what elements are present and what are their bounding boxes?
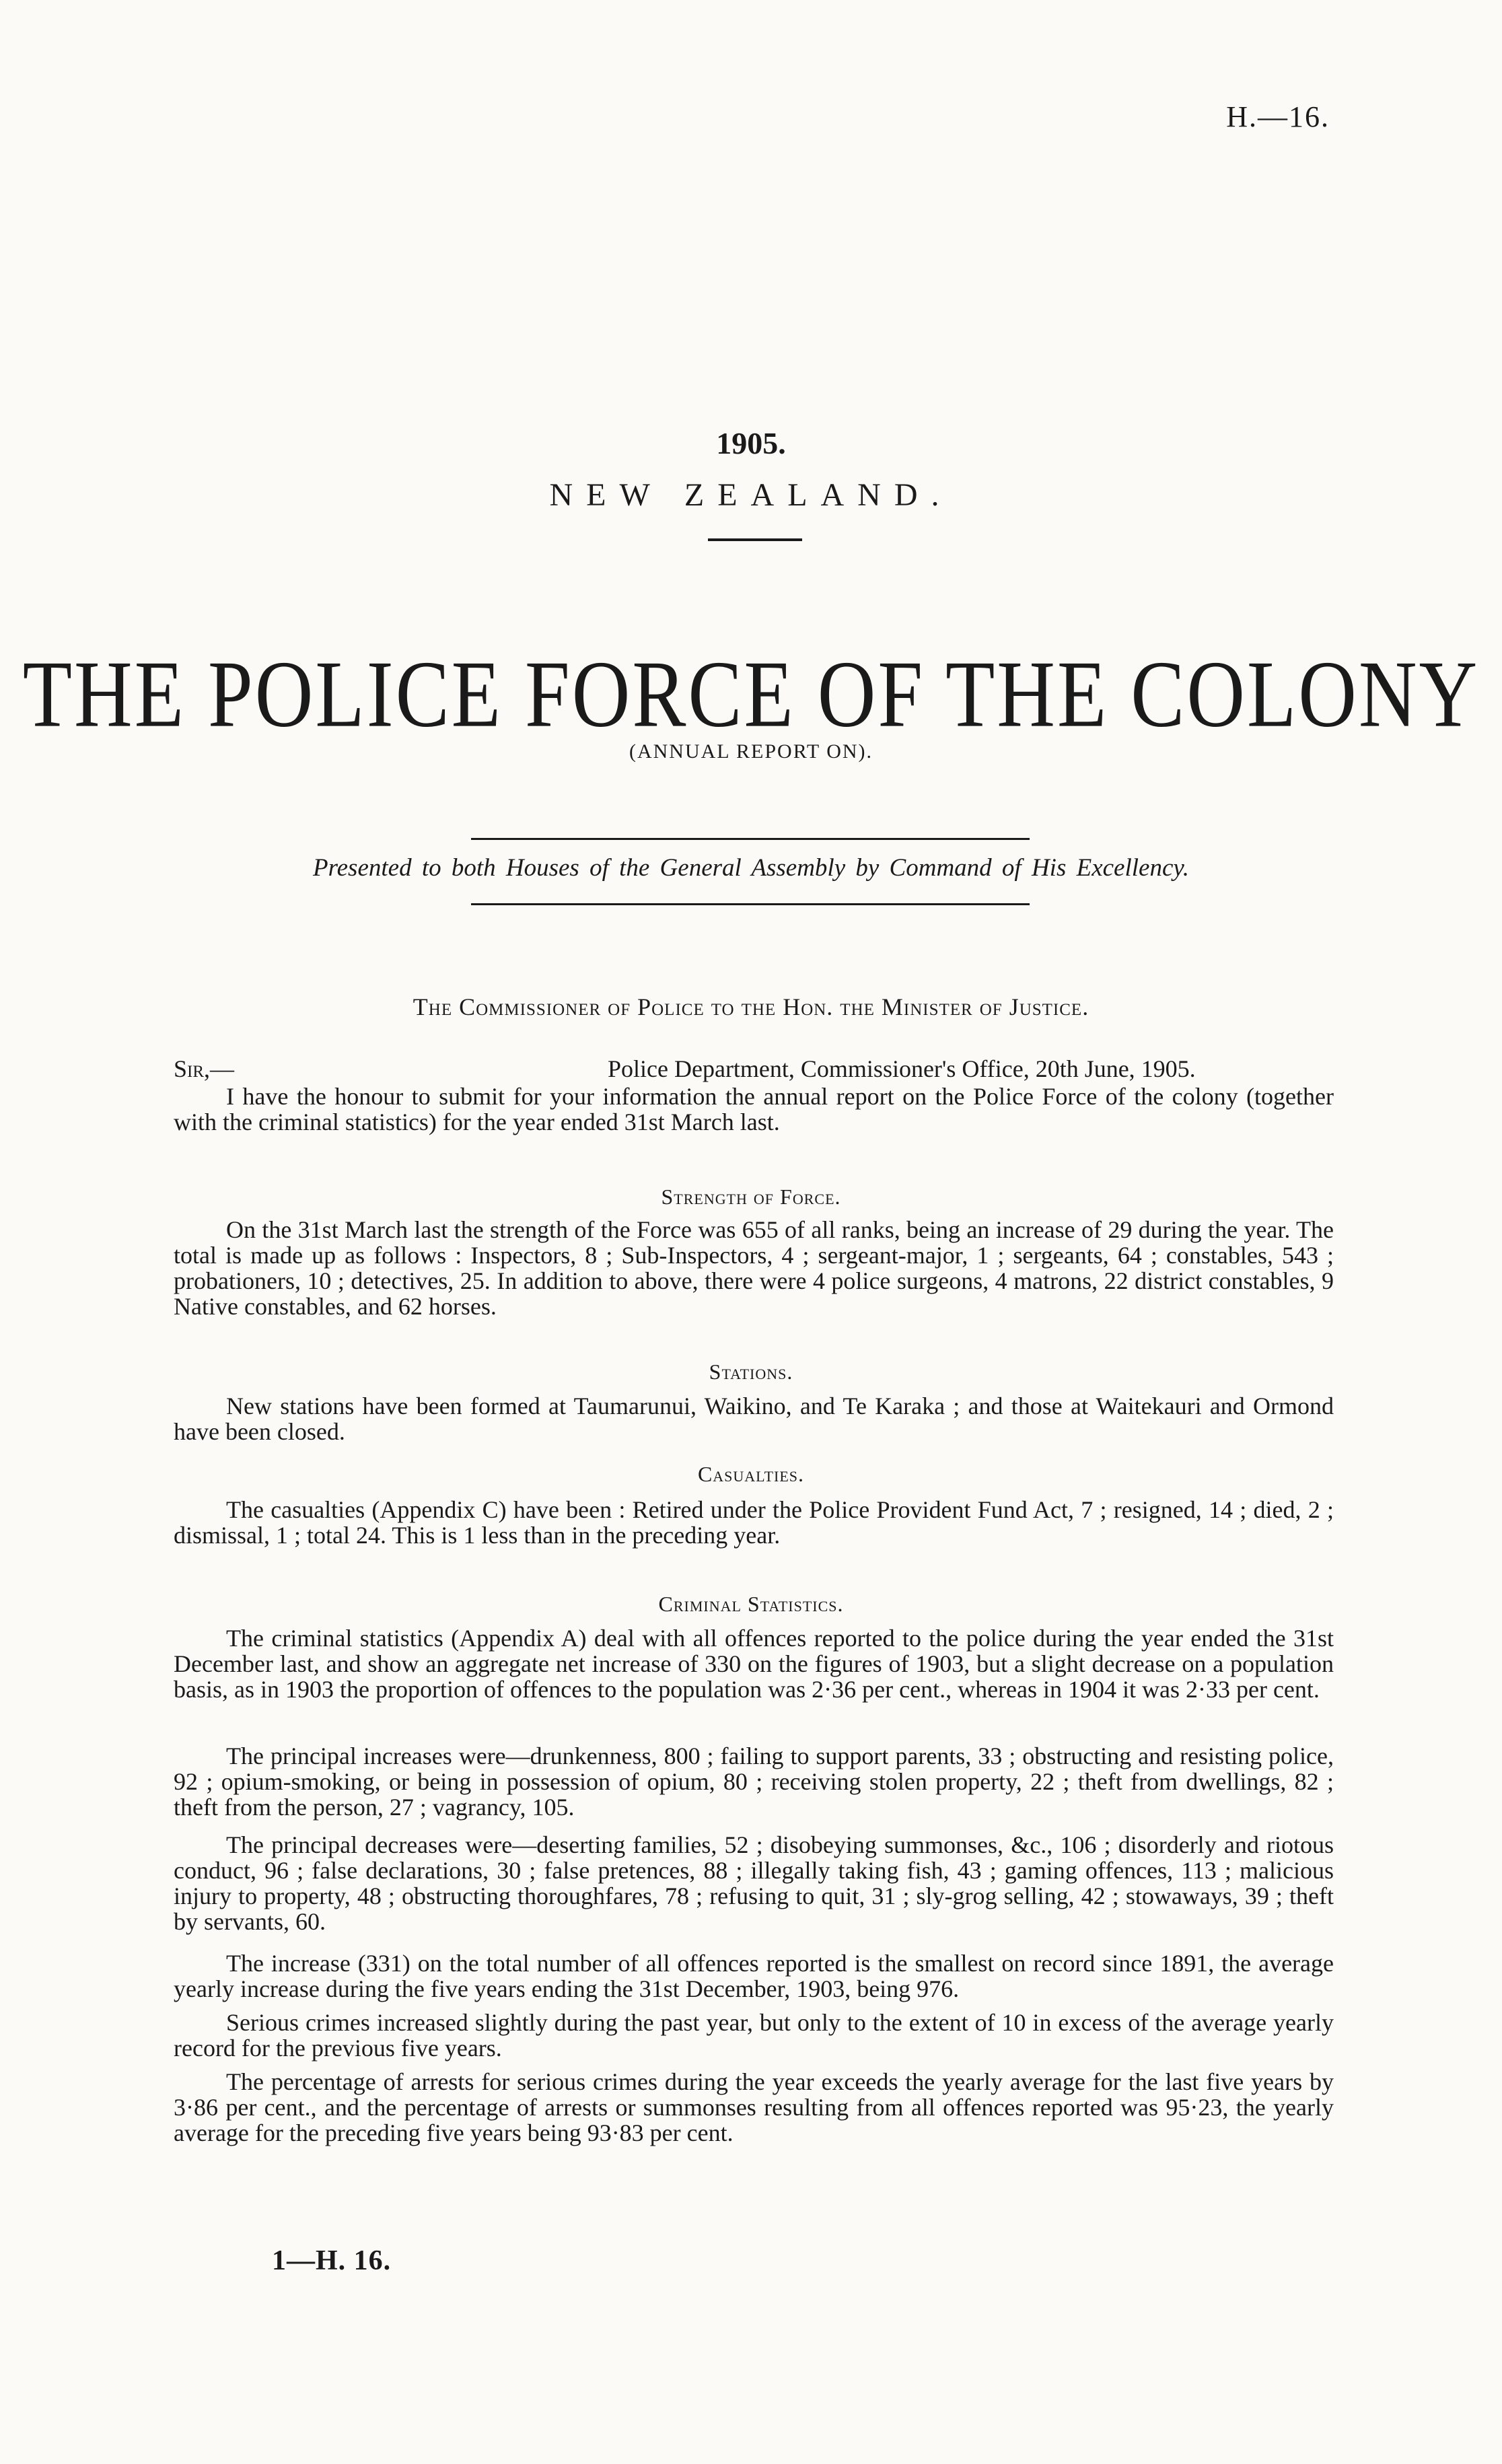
section-heading-stations: Stations. [709,1360,793,1384]
sheet-number: 1—H. 16. [272,2245,392,2276]
paragraph-criminal-6: The percentage of arrests for serious crimes during the year exceeds the yearly average for the last five years by 3·86 per cent., and the percentage of arrests or summonses resulting from all offences reported was 95·23, the yearly average for the preceding five years being 93·83 per cent. [174,2068,1334,2146]
country-heading: NEW ZEALAND. [549,477,953,513]
letter-dateline: Police Department, Commissioner's Office, 20th June, 1905. [608,1055,1196,1082]
divider-rule-top [471,838,1030,840]
paragraph-stations: New stations have been formed at Taumarunui, Waikino, and Te Karaka ; and those at Waitekauri and Ormond have been closed. [174,1393,1334,1445]
document-subtitle: (ANNUAL REPORT ON). [629,740,873,763]
publication-year: 1905. [716,426,786,460]
paragraph-criminal-4: The increase (331) on the total number of all offences reported is the smallest on record since 1891, the average yearly increase during the five years ending the 31st December, 1903, being 976. [174,1950,1334,2002]
paragraph-strength: On the 31st March last the strength of the Force was 655 of all ranks, being an increase of 29 during the year. The total is made up as follows : Inspectors, 8 ; Sub-Inspectors, 4 ; sergeant-major, 1 ; sergeants, 64 ; constables, 543 ; probationers, 10 ; detectives, 25. In addition to above, there were 4 police surgeons, 4 matrons, 22 district constables, 9 Native constables, and 62 horses. [174,1216,1334,1320]
presented-line: Presented to both Houses of the General Assembly by Command of His Excellency. [313,854,1189,882]
section-heading-criminal-statistics: Criminal Statistics. [658,1592,844,1616]
letter-greeting: Sir,— [174,1055,235,1082]
document-title: THE POLICE FORCE OF THE COLONY [22,641,1480,747]
letter-salutation: The Commissioner of Police to the Hon. the Minister of Justice. [413,993,1089,1020]
paragraph-casualties: The casualties (Appendix C) have been : Retired under the Police Provident Fund Act, 7 ; resigned, 14 ; died, 2 ; dismissal, 1 ; total 24. This is 1 less than in the preceding year. [174,1496,1334,1549]
paragraph-criminal-3: The principal decreases were—deserting families, 52 ; disobeying summonses, &c., 106 ; disorderly and riotous conduct, 96 ; false declarations, 30 ; false pretences, 88 ; illegally taking fish, 43 ; gaming offences, 113 ; malicious injury to property, 48 ; obstructing thoroughfares, 78 ; refusing to quit, 31 ; sly-grog selling, 42 ; stowaways, 39 ; theft by servants, 60. [174,1831,1334,1935]
divider-rule-bottom [471,903,1030,905]
paragraph-criminal-5: Serious crimes increased slightly during the past year, but only to the extent of 10 in excess of the average yearly record for the previous five years. [174,2009,1334,2062]
document-reference: H.—16. [1226,100,1330,133]
section-heading-casualties: Casualties. [697,1462,805,1486]
divider-rule [708,538,802,541]
paragraph-criminal-1: The criminal statistics (Appendix A) deal with all offences reported to the police during the year ended the 31st December last, and show an aggregate net increase of 330 on the figures of 1903, but a slight decrease on a population basis, as in 1903 the proportion of offences to the population was 2·36 per cent., whereas in 1904 it was 2·33 per cent. [174,1625,1334,1703]
letter-intro: I have the honour to submit for your information the annual report on the Police Force of the colony (together with the criminal statistics) for the year ended 31st March last. [174,1083,1334,1135]
paragraph-criminal-2: The principal increases were—drunkenness, 800 ; failing to support parents, 33 ; obstructing and resisting police, 92 ; opium-smoking, or being in possession of opium, 80 ; receiving stolen property, 22 ; theft from dwellings, 82 ; theft from the person, 27 ; vagrancy, 105. [174,1743,1334,1821]
section-heading-strength: Strength of Force. [661,1185,841,1209]
